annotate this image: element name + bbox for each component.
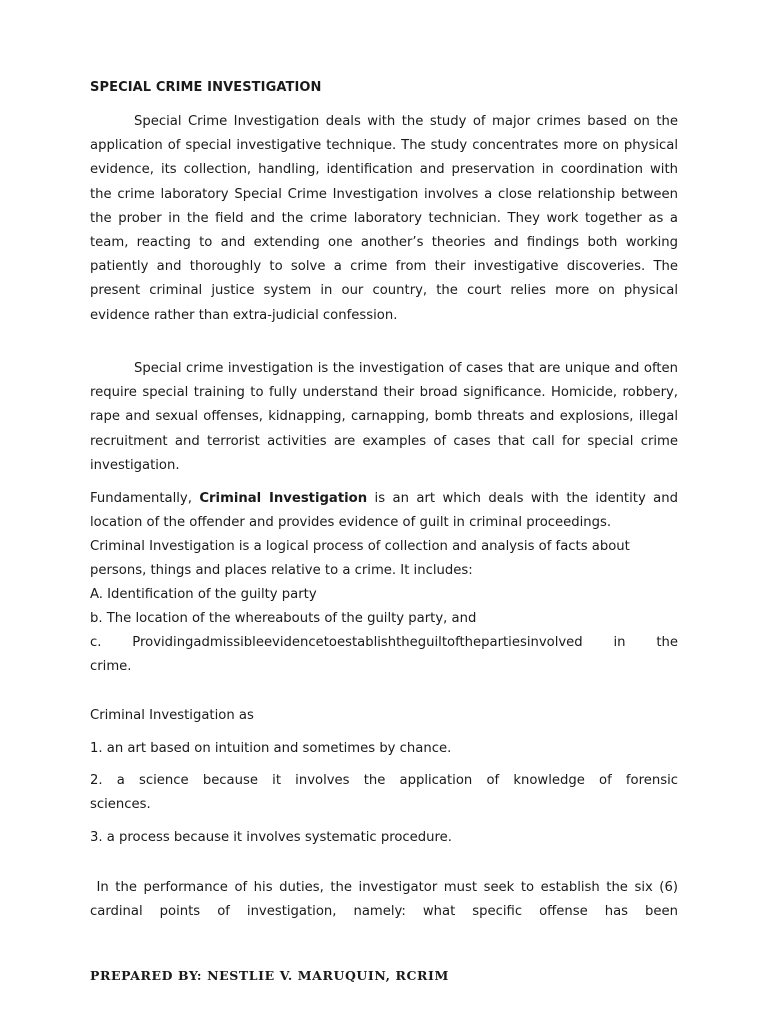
paragraph-cardinal-line1: In the performance of his duties, the investigator must seek to establish the six (6) (90, 880, 678, 895)
as-heading: Criminal Investigation as (90, 708, 254, 723)
paragraph-cardinal-line2: cardinal points of investigation, namely: what specific offense has been (90, 904, 678, 919)
list-item-c-line1: c. Providingadmissibleevidencetoestablishtheguiltofthepartiesinvolved in the (90, 635, 678, 650)
criminal-investigation-bold: Criminal Investigation (199, 491, 368, 506)
paragraph-definition: Special Crime Investigation deals with the study of major crimes based on the application of special investigative technique. The study concentrates more on physical evidence, its collection, handling, identification and preservation in coordination with the crime laboratory Special Crime Investigation involves a close relationship between the prober in the field and the crime laboratory technician. They work together as a team, reacting to and extending one another’s theories and findings both working patiently and thoroughly to solve a crime from their investigative discoveries. The present criminal justice system in our country, the court relies more on physical evidence rather than extra-judicial confession. (90, 114, 678, 323)
as-item-2-line1: 2. a science because it involves the application of knowledge of forensic (90, 773, 678, 788)
as-item-2-line2: sciences. (90, 797, 151, 812)
paragraph-special-cases: Special crime investigation is the investigation of cases that are unique and often require special training to fully understand their broad significance. Homicide, robbery, rape and sexual offenses, kidnapping, carnapping, bomb threats and explosions, illegal recruitment and terrorist activities are examples of cases that call for special crime investigation. (90, 361, 678, 473)
as-item-3: 3. a process because it involves systematic procedure. (90, 830, 452, 845)
as-item-1: 1. an art based on intuition and sometimes by chance. (90, 741, 452, 756)
document-title: SPECIAL CRIME INVESTIGATION (90, 80, 322, 95)
paragraph-fundamentally (90, 487, 678, 535)
list-item-b: b. The location of the whereabouts of the guilty party, and (90, 611, 477, 626)
paragraph-logical-process: Criminal Investigation is a logical process of collection and analysis of facts about persons, things and places relative to a crime. It includes: (90, 539, 630, 579)
fundamentally-rest: is an art which deals with the identity and location of the offender and provides evidence of guilt in criminal proceedings. (90, 491, 678, 531)
list-item-c-line2: crime. (90, 659, 132, 674)
list-item-a: A. Identification of the guilty party (90, 587, 317, 602)
footer-prepared-by: PREPARED BY: NESTLIE V. MARUQUIN, RCRIM (90, 968, 449, 983)
fundamentally-lead: Fundamentally, (90, 491, 200, 506)
